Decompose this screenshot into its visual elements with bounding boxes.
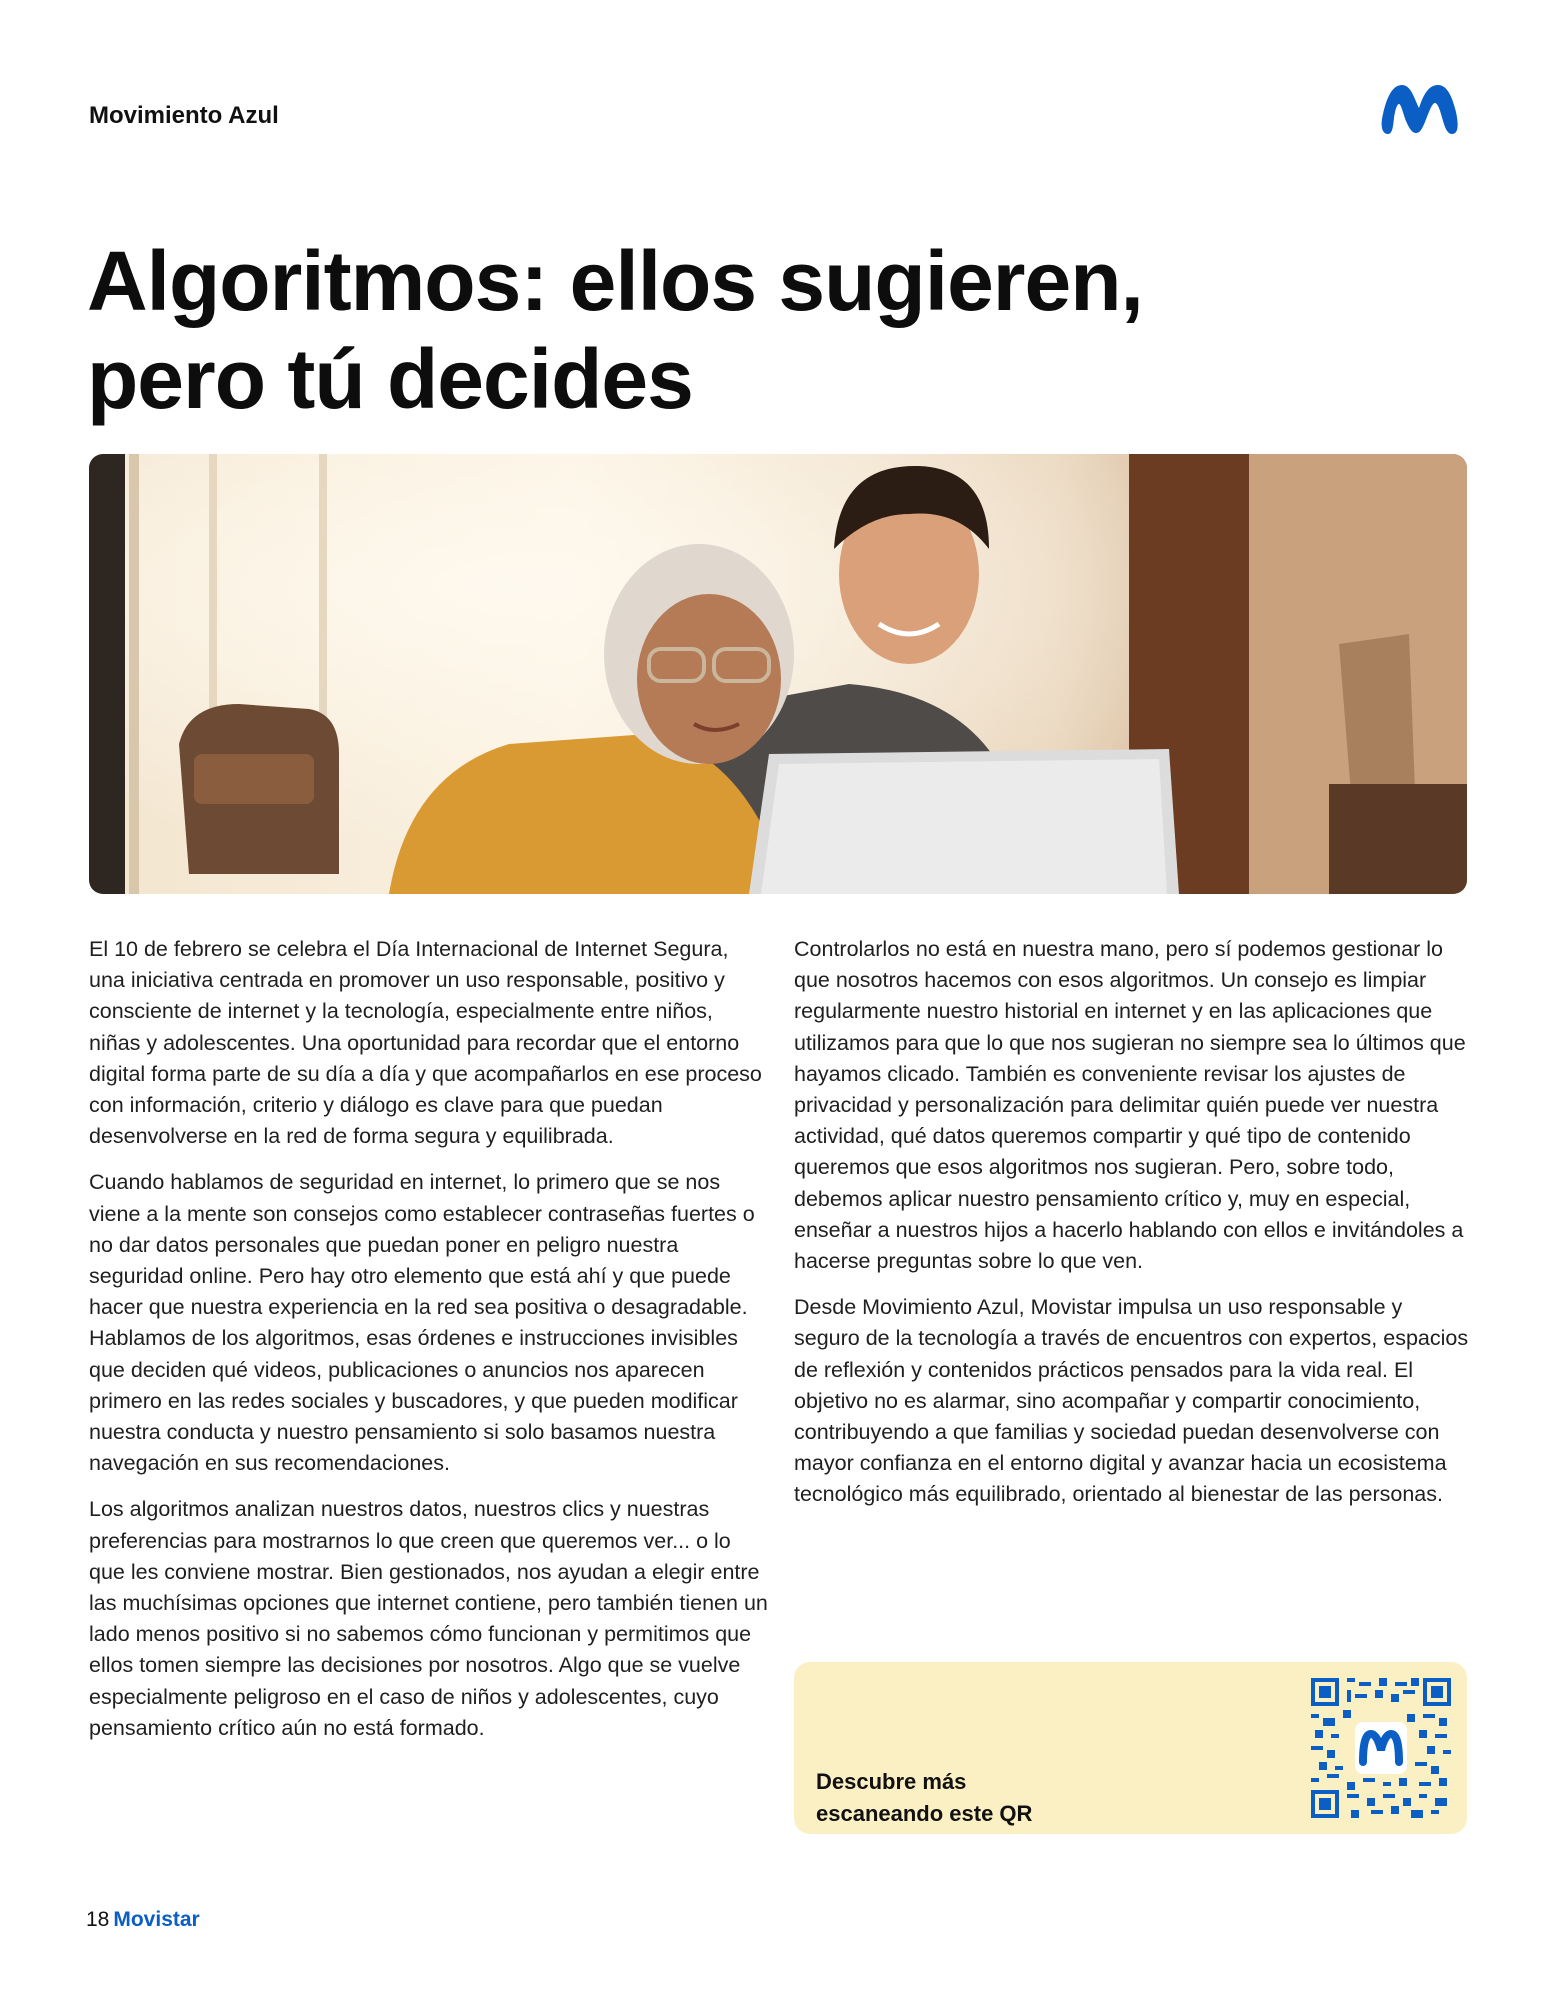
qr-code-icon[interactable] xyxy=(1311,1678,1451,1818)
hero-photo xyxy=(89,454,1467,894)
paragraph: Controlarlos no está en nuestra mano, pero sí podemos gestionar lo que nosotros hacemos con esos algoritmos. Un consejo es limpiar regularmente nuestro historial en internet y en las aplicaciones que utilizamos para que lo que nos sugieran no siempre sea lo últimos que hayamos clicado. También es conveniente revisar los ajustes de privacidad y personalización para delimitar quién puede ver nuestra actividad, qué datos queremos compartir y qué tipo de contenido queremos que esos algoritmos nos sugieran. Pero, sobre todo, debemos aplicar nuestro pensamiento crítico y, muy en especial, enseñar a nuestros hijos a hacerlo hablando con ellos e invitándoles a hacerse preguntas sobre lo que ven. xyxy=(794,937,1466,1274)
movistar-logo-icon xyxy=(1378,76,1468,142)
title-line-2: pero tú decides xyxy=(87,332,693,426)
page-footer xyxy=(86,1908,200,1932)
qr-callout-line-2: escaneando este QR xyxy=(816,1801,1033,1826)
title-line-1: Algoritmos: ellos sugieren, xyxy=(87,234,1143,328)
paragraph: Los algoritmos analizan nuestros datos, nuestros clics y nuestras preferencias para mostrarnos lo que creen que queremos ver... o lo que les conviene mostrar. Bien gestionados, nos ayudan a elegir entre las muchísimas opciones que internet contiene, pero también tienen un lado menos positivo si no sabemos cómo funcionan y permitimos que ellos tomen siempre las decisiones por nosotros. Algo que se vuelve especialmente peligroso en el caso de niños y adolescentes, cuyo pensamiento crítico aún no está formado. xyxy=(89,1497,768,1740)
paragraph: Cuando hablamos de seguridad en internet, lo primero que se nos viene a la mente son consejos como establecer contraseñas fuertes o no dar datos personales que puedan poner en peligro nuestra seguridad online. Pero hay otro elemento que está ahí y que puede hacer que nuestra experiencia en la red sea positiva o desagradable. Hablamos de los algoritmos, esas órdenes e instrucciones invisibles que deciden qué videos, publicaciones o anuncios nos aparecen primero en las redes sociales y buscadores, y que pueden modificar nuestra conducta y nuestro pensamiento si solo basamos nuestra navegación en sus recomendaciones. xyxy=(89,1170,755,1476)
qr-callout-text xyxy=(816,1766,1116,1830)
paragraph: El 10 de febrero se celebra el Día Internacional de Internet Segura, una iniciativa centrada en promover un uso responsable, positivo y consciente de internet y la tecnología, especialmente entre niños, niñas y adolescentes. Una oportunidad para recordar que el entorno digital forma parte de su día a día y que acompañarlos en ese proceso con información, criterio y diálogo es clave para que puedan desenvolverse en la red de forma segura y equilibrada. xyxy=(89,937,762,1149)
paragraph: Desde Movimiento Azul, Movistar impulsa un uso responsable y seguro de la tecnología a través de encuentros con expertos, espacios de reflexión y contenidos prácticos pensados para la vida real. El objetivo no es alarmar, sino acompañar y compartir conocimiento, contribuyendo a que familias y sociedad puedan desenvolverse con mayor confianza en el entorno digital y avanzar hacia un ecosistema tecnológico más equilibrado, orientado al bienestar de las personas. xyxy=(794,1295,1469,1507)
qr-callout xyxy=(794,1662,1467,1834)
qr-callout-line-1: Descubre más xyxy=(816,1769,967,1794)
article-left-column xyxy=(89,934,769,1759)
page-number: 18 xyxy=(86,1908,110,1931)
article-right-column xyxy=(794,934,1470,1526)
section-label: Movimiento Azul xyxy=(89,102,279,129)
footer-brand: Movistar xyxy=(113,1908,200,1931)
article-title xyxy=(87,232,1337,428)
